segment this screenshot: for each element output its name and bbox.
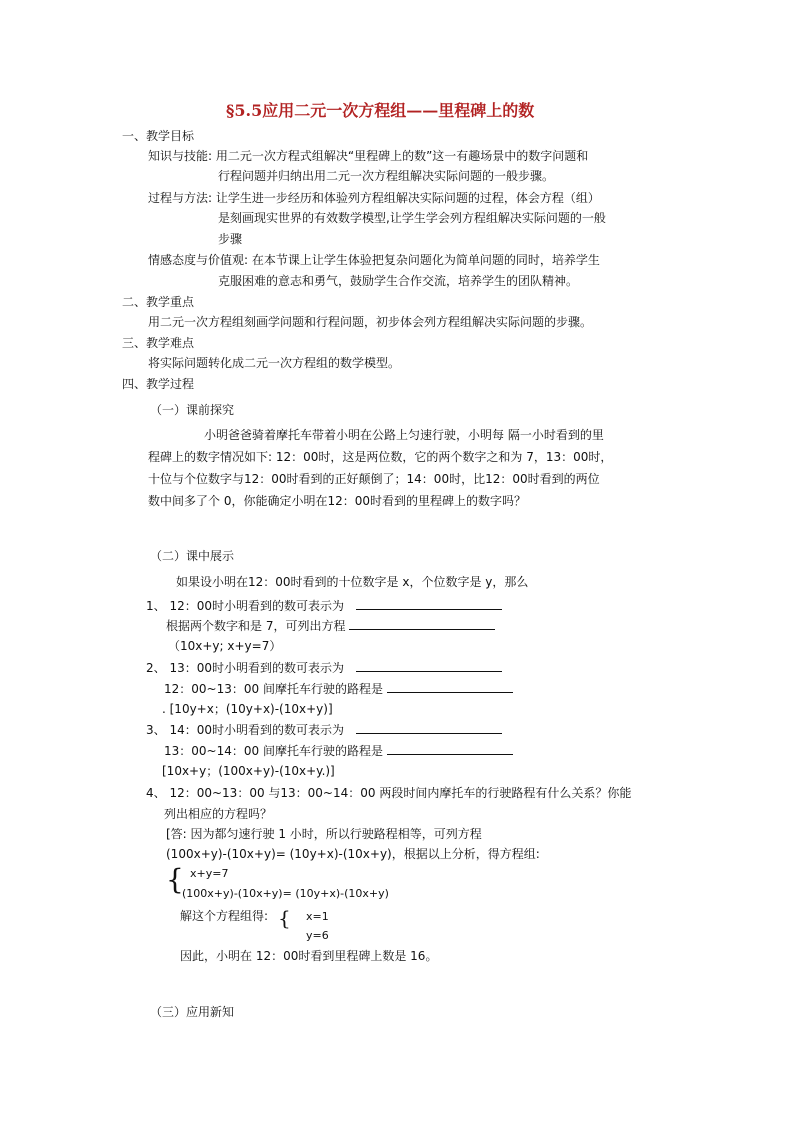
question-2-answer-blank[interactable] [356,659,502,672]
question-1-answer: （10x+y; x+y=7） [168,639,282,653]
question-2-answer: . [10y+x；(10y+x)-(10x+y)] [162,702,333,716]
part1-paragraph-line-3: 十位与个位数字与12：00时看到的正好颠倒了；14：00时，比12：00时看到的两位 [148,472,600,486]
goal-knowledge-line-1: 知识与技能: 用二元一次方程式组解决“里程碑上的数”这一有趣场景中的数字问题和 [148,149,589,163]
section-heading-process: 四、教学过程 [122,377,195,391]
question-1-equation-label: 根据两个数字和是 7，可列出方程 [166,619,346,633]
equation-system-eq2: (100x+y)-(10x+y)= (10y+x)-(10x+y) [182,887,389,900]
part1-paragraph-line-4: 数中间多了个 0，你能确定小明在12：00时看到的里程碑上的数字吗？ [148,494,526,508]
goal-process-line-3: 步骤 [218,232,243,246]
part2-intro: 如果设小明在12：00时看到的十位数字是 x，个位数字是 y，那么 [176,575,529,589]
section-heading-key-point: 二、教学重点 [122,295,195,309]
goal-knowledge-line-2: 行程问题并归纳出用二元一次方程组解决实际问题的一般步骤。 [218,169,555,183]
question-2-distance-label: 12：00~13：00 间摩托车行驶的路程是 [164,682,383,696]
answer-line-1: [答: 因为都匀速行驶 1 小时，所以行驶路程相等，可列方程 [166,827,482,841]
question-3-prompt [146,721,502,738]
answer-line-2: (100x+y)-(10x+y)= (10y+x)-(10x+y)，根据以上分析，得方程组: [166,847,540,861]
question-1-answer-blank[interactable] [356,597,502,610]
question-2-prompt [146,659,502,676]
question-1-equation-prompt [166,617,495,634]
goal-emotion-line-1: 情感态度与价值观: 在本节课上让学生体验把复杂问题化为简单问题的同时，培养学生 [148,253,600,267]
question-4-line-2: 列出相应的方程吗？ [164,807,273,821]
question-2-distance-blank[interactable] [387,680,513,693]
part3-heading: （三）应用新知 [150,1005,235,1019]
equation-system-eq1: x+y=7 [190,867,229,880]
solution-label: 解这个方程组得: [180,909,269,923]
solution-y: y=6 [306,929,329,942]
question-1-label: 1、 12：00时小明看到的数可表示为 [146,599,344,613]
goal-process-line-2: 是刻画现实世界的有效数学模型,让学生学会列方程组解决实际问题的一般 [218,211,606,225]
part1-paragraph-line-1: 小明爸爸骑着摩托车带着小明在公路上匀速行驶，小明每 隔一小时看到的里 [204,428,604,442]
section-heading-difficulty: 三、教学难点 [122,336,195,350]
question-2-label: 2、 13：00时小明看到的数可表示为 [146,661,344,675]
question-3-label: 3、 14：00时小明看到的数可表示为 [146,723,344,737]
conclusion-text: 因此，小明在 12：00时看到里程碑上数是 16。 [180,949,438,963]
question-1-equation-blank[interactable] [349,617,495,630]
difficulty-text: 将实际问题转化成二元一次方程组的数学模型。 [148,356,401,370]
question-3-distance-prompt [164,742,513,759]
question-2-distance-prompt [164,680,513,697]
equation-system-brace: { [166,863,184,896]
question-3-distance-label: 13：00~14：00 间摩托车行驶的路程是 [164,744,383,758]
question-1-prompt [146,597,502,614]
goal-emotion-line-2: 克服困难的意志和勇气，鼓励学生合作交流，培养学生的团队精神。 [218,274,579,288]
question-3-answer-blank[interactable] [356,721,502,734]
question-3-answer: [10x+y；(100x+y)-(10x+y.)] [162,764,335,778]
page-title: §5.5应用二元一次方程组——里程碑上的数 [226,101,535,120]
part1-paragraph-line-2: 程碑上的数字情况如下: 12：00时，这是两位数，它的两个数字之和为 7，13：00时， [148,450,613,464]
solution-brace: { [278,906,291,930]
question-3-distance-blank[interactable] [387,742,513,755]
solution-x: x=1 [306,910,329,923]
section-heading-goals: 一、教学目标 [122,129,195,143]
part1-heading: （一）课前探究 [150,403,235,417]
goal-process-line-1: 过程与方法: 让学生进一步经历和体验列方程组解决实际问题的过程，体会方程（组） [148,191,600,205]
question-4-line-1: 4、 12：00~13：00 与13：00~14：00 两段时间内摩托车的行驶路程有什么关系？你能 [146,786,632,800]
key-point-text: 用二元一次方程组刻画学问题和行程问题，初步体会列方程组解决实际问题的步骤。 [148,315,593,329]
part2-heading: （二）课中展示 [150,549,235,563]
